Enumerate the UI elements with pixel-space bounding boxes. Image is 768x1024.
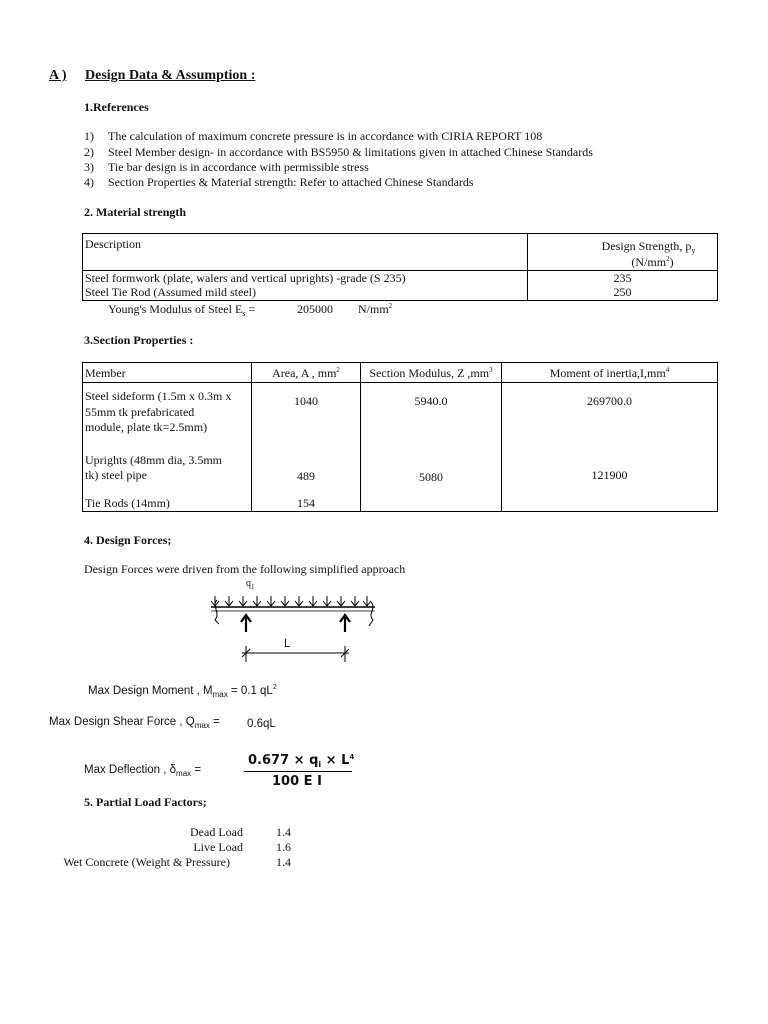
load-factors-heading: 5. Partial Load Factors; [84, 795, 207, 809]
table-row [83, 441, 718, 488]
col-design-strength: Design Strength, $p_y$ $(N/mm^2)$ [528, 234, 718, 271]
material-value: 235 [528, 271, 718, 286]
reference-text: Section Properties & Material strength: Refer to attached Chinese Standards [108, 175, 474, 189]
table-header-row [83, 363, 718, 383]
col-area: Area, A , $mm^2$ [252, 363, 361, 383]
break-mark-right [369, 602, 373, 626]
load-factor-label: Dead Load [190, 825, 243, 839]
deflection-denominator: 100 E I [272, 774, 322, 789]
reference-number: 1) [84, 129, 94, 143]
design-forces-heading: 4. Design Forces; [84, 533, 172, 547]
youngs-modulus-unit: $N/mm^2$ [358, 302, 393, 316]
table-row [83, 488, 718, 512]
col-section-modulus: Section Modulus, Z $,mm^3$ [361, 363, 502, 383]
table-row [83, 286, 718, 301]
material-heading: 2. Material strength [84, 205, 187, 219]
reference-number: 2) [84, 145, 94, 159]
support-arrows [241, 615, 350, 632]
load-factor-value: 1.4 [276, 855, 291, 869]
section-modulus-value [361, 488, 502, 512]
span-label: L [284, 638, 291, 650]
load-factor-value: 1.4 [276, 825, 291, 839]
load-factor-value: 1.6 [276, 840, 291, 854]
youngs-modulus-label: Young's Modulus of Steel $E_s$ = [108, 302, 256, 318]
reference-number: 4) [84, 175, 94, 189]
reference-text: Tie bar design is in accordance with permissible stress [108, 160, 369, 174]
area-value: 489 [252, 441, 361, 488]
reference-text: Steel Member design- in accordance with BS5950 & limitations given in attached Chinese Standards [108, 145, 593, 159]
section-properties-table [82, 362, 718, 512]
moment-of-inertia-value: 121900 [502, 441, 718, 488]
references-heading: 1.References [84, 100, 149, 114]
section-properties-heading: 3.Section Properties : [84, 333, 194, 347]
material-table [82, 233, 718, 301]
max-design-moment: Max Design Moment , $M_{max} = 0.1$ $qL^2$ [88, 684, 277, 699]
max-design-shear-label: Max Design Shear Force , $Q_{max}$ = [49, 716, 220, 730]
member-name: Tie Rods (14mm) [83, 488, 252, 512]
fraction-line [244, 771, 352, 772]
table-row [83, 271, 718, 286]
section-title: Design Data & Assumption : [85, 68, 256, 83]
reference-text: The calculation of maximum concrete pressure is in accordance with CIRIA REPORT 108 [108, 129, 543, 143]
col-moment-of-inertia: Moment of $inertia,I,mm^4$ [502, 363, 718, 383]
material-description: Steel formwork (plate, walers and vertical uprights) -grade (S 235) [83, 271, 528, 286]
youngs-modulus-value: 205000 [297, 302, 333, 316]
material-value: 250 [528, 286, 718, 301]
area-value: 154 [252, 488, 361, 512]
reference-number: 3) [84, 160, 94, 174]
moment-of-inertia-value: 269700.0 [502, 383, 718, 441]
max-design-shear-value: 0.6qL [247, 718, 276, 730]
col-member: Member [83, 363, 252, 383]
material-description: Steel Tie Rod (Assumed mild steel) [83, 286, 528, 301]
col-description: Description [83, 234, 528, 271]
deflection-numerator: $0.677 \times q_i \times L^4$ [248, 753, 355, 769]
member-name: Uprights (48mm dia, 3.5mm tk) steel pipe [83, 441, 252, 488]
section-modulus-value: 5940.0 [361, 383, 502, 441]
section-modulus-value: 5080 [361, 441, 502, 488]
table-header-row [83, 234, 718, 271]
distributed-load-arrows [211, 596, 371, 606]
load-factor-label: Wet Concrete (Weight & Pressure) [63, 855, 230, 869]
member-name: Steel sideform (1.5m x 0.3m x 55mm tk prefabricated module, plate tk=2.5mm) [83, 383, 252, 441]
table-row [83, 383, 718, 441]
moment-of-inertia-value [502, 488, 718, 512]
max-deflection-label: Max Deflection , $\delta_{max}$ = [84, 764, 202, 778]
design-forces-intro: Design Forces were driven from the following simplified approach [84, 562, 406, 576]
beam-diagram [205, 590, 385, 670]
section-label: A ) [49, 68, 67, 83]
area-value: 1040 [252, 383, 361, 441]
load-factor-label: Live Load [193, 840, 243, 854]
load-label: $q_1$ [246, 578, 255, 591]
